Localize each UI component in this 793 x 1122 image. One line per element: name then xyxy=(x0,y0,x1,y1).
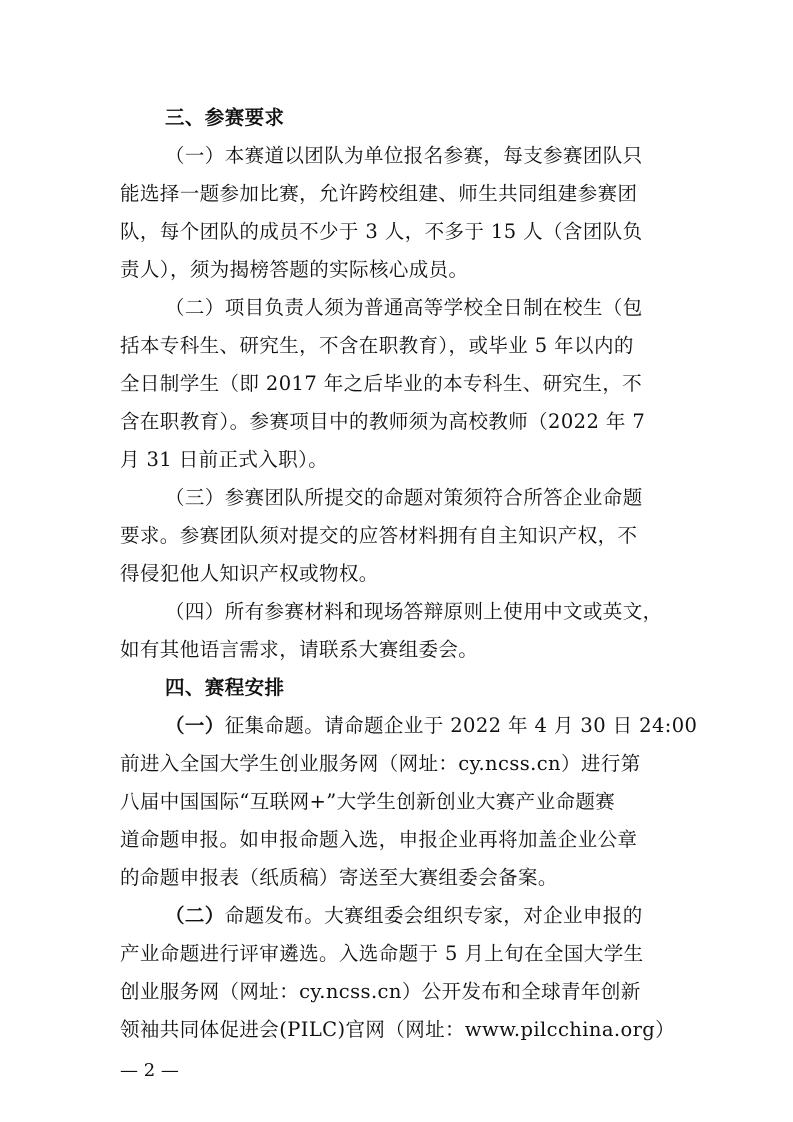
paragraph-line: 全日制学生（即 2017 年之后毕业的本专科生、研究生，不 xyxy=(120,372,643,395)
paragraph-line: 责人），须为揭榜答题的实际核心成员。 xyxy=(120,258,469,281)
item-lead: （二） xyxy=(165,904,225,927)
paragraph-line: 要求。参赛团队须对提交的应答材料拥有自主知识产权，不 xyxy=(120,524,638,547)
section-heading-4: 四、赛程安排 xyxy=(165,676,285,699)
paragraph-line: （一）本赛道以团队为单位报名参赛，每支参赛团队只 xyxy=(165,144,643,167)
section-heading-3: 三、参赛要求 xyxy=(165,106,285,129)
paragraph-line: 得侵犯他人知识产权或物权。 xyxy=(120,562,379,585)
paragraph-line: （三）参赛团队所提交的命题对策须符合所答企业命题 xyxy=(165,486,643,509)
paragraph-line: 领袖共同体促进会(PILC)官网（网址：www.pilcchina.org） xyxy=(120,1018,676,1041)
paragraph-line: 前进入全国大学生创业服务网（网址：cy.ncss.cn）进行第 xyxy=(120,752,641,775)
item-text: 征集命题。请命题企业于 2022 年 4 月 30 日 24:00 xyxy=(224,714,698,737)
paragraph-line: 如有其他语言需求，请联系大赛组委会。 xyxy=(120,638,479,661)
item-lead: （一） xyxy=(165,714,225,737)
paragraph-line: 含在职教育）。参赛项目中的教师须为高校教师（2022 年 7 xyxy=(120,410,646,433)
paragraph-line: 八届中国国际“互联网+”大学生创新创业大赛产业命题赛 xyxy=(120,790,616,813)
paragraph-line: 创业服务网（网址：cy.ncss.cn）公开发布和全球青年创新 xyxy=(120,980,641,1003)
paragraph-line: 能选择一题参加比赛，允许跨校组建、师生共同组建参赛团 xyxy=(120,182,638,205)
paragraph-line xyxy=(165,708,793,744)
paragraph-line: （四）所有参赛材料和现场答辩原则上使用中文或英文， xyxy=(165,600,663,623)
paragraph-line: 道命题申报。如申报命题入选，申报企业再将加盖企业公章 xyxy=(120,828,638,851)
item-text: 命题发布。大赛组委会组织专家，对企业申报的 xyxy=(224,904,643,927)
paragraph-line: 月 31 日前正式入职）。 xyxy=(120,448,329,471)
paragraph-line: 产业命题进行评审遴选。入选命题于 5 月上旬在全国大学生 xyxy=(120,942,644,965)
paragraph-line: 队，每个团队的成员不少于 3 人，不多于 15 人（含团队负 xyxy=(120,220,643,243)
paragraph-line: （二）项目负责人须为普通高等学校全日制在校生（包 xyxy=(165,296,643,319)
paragraph-line: 括本专科生、研究生，不含在职教育），或毕业 5 年以内的 xyxy=(120,334,634,357)
page-number: — 2 — xyxy=(120,1060,179,1081)
paragraph-line: 的命题申报表（纸质稿）寄送至大赛组委会备案。 xyxy=(120,866,558,889)
paragraph-line xyxy=(165,898,793,934)
